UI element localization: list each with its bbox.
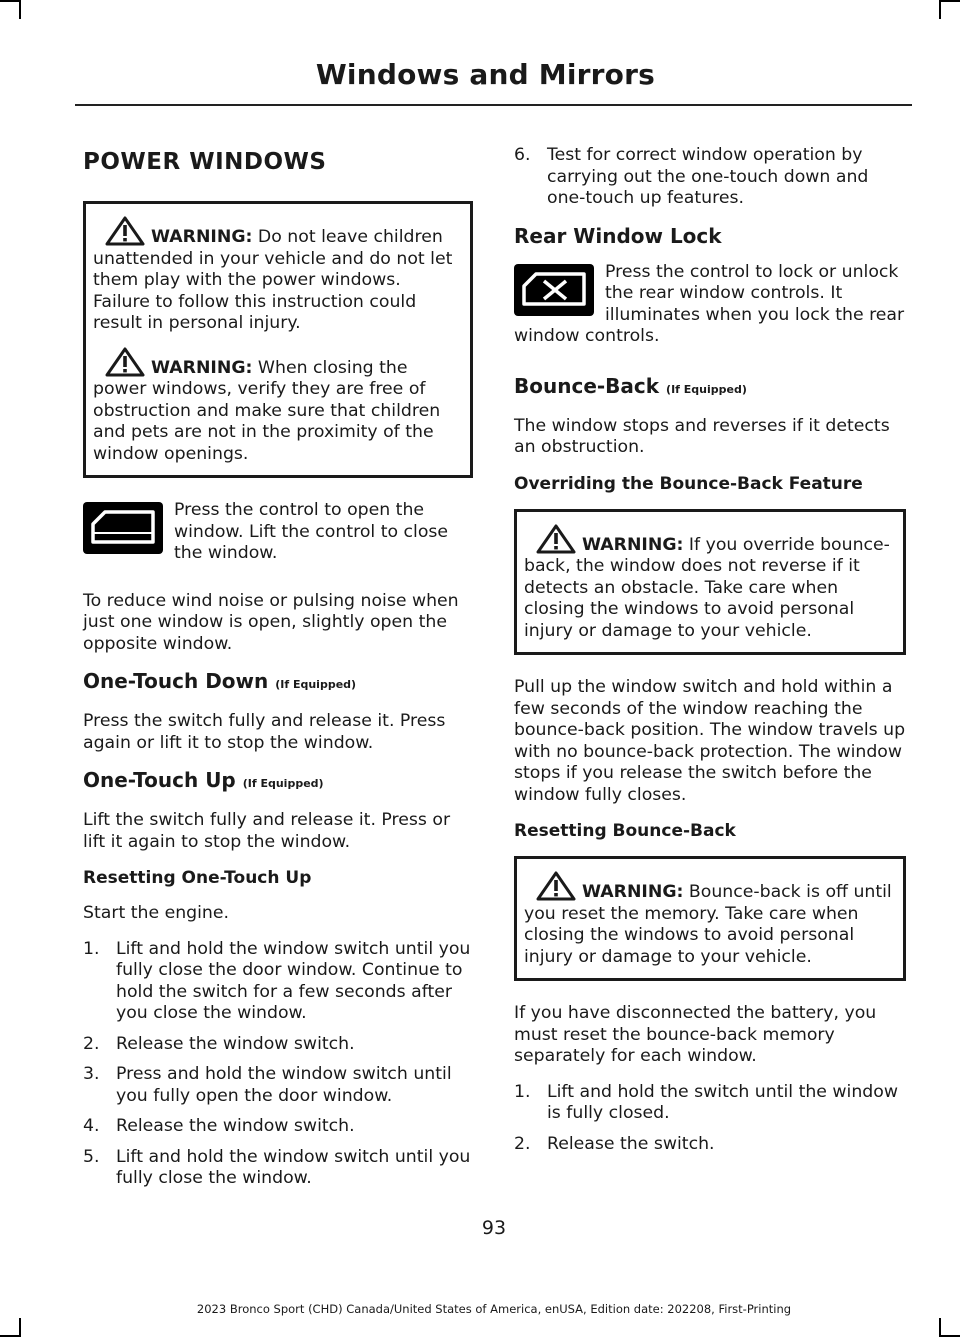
step-text: Release the switch. <box>547 1133 715 1154</box>
warning-triangle-icon <box>536 871 576 901</box>
left-column <box>83 145 473 1199</box>
rear-window-lock-heading: Rear Window Lock <box>514 223 722 248</box>
bounce-back-text: The window stops and reverses if it detects an obstruction. <box>514 415 890 457</box>
section-title: POWER WINDOWS <box>83 149 327 175</box>
crop-mark <box>19 1318 21 1337</box>
resetting-bounce-back-heading: Resetting Bounce-Back <box>514 821 736 841</box>
crop-mark <box>939 0 941 19</box>
warning-text: If you override bounce-back, the window does not reverse if it detects an obstacle. Take care when closing the windows to avoid personal injury or damage to your vehicle. <box>524 534 890 641</box>
if-equipped-tag: (If Equipped) <box>275 678 357 691</box>
step-number: 2. <box>83 1033 100 1054</box>
warning-box <box>83 201 473 478</box>
step-number: 3. <box>83 1064 100 1084</box>
window-lock-icon <box>514 264 594 316</box>
power-window-icon <box>83 502 163 554</box>
warning-paragraph <box>524 524 896 643</box>
one-touch-down-heading <box>83 669 473 697</box>
reset-memory-text: If you have disconnected the battery, you must reset the bounce-back memory separately for each window. <box>514 1003 877 1066</box>
warning-paragraph <box>524 871 896 968</box>
resetting-one-touch-up-heading: Resetting One-Touch Up <box>83 868 312 888</box>
bounce-back-heading <box>514 374 906 402</box>
step-text: Test for correct window operation by carrying out the one-touch down and one-touch up features. <box>547 145 869 208</box>
warning-text: Do not leave children unattended in your vehicle and do not let them play with the power windows. Failure to follow this instruction could result in personal injury. <box>93 227 453 333</box>
page-number: 93 <box>481 1217 507 1239</box>
heading-text: One-Touch Up <box>83 768 236 792</box>
warning-box <box>514 509 906 656</box>
list-item <box>514 145 906 210</box>
one-touch-up-text: Lift the switch fully and release it. Press or lift it again to stop the window. <box>83 810 451 852</box>
warning-paragraph <box>93 216 463 335</box>
step-number: 6. <box>514 145 531 165</box>
warning-label: WARNING: <box>151 357 253 378</box>
one-touch-up-heading <box>83 768 473 796</box>
warning-label: WARNING: <box>151 227 253 247</box>
heading-text: Bounce-Back <box>514 373 660 398</box>
one-touch-down-text: Press the switch fully and release it. Press again or lift it to stop the window. <box>83 711 446 753</box>
warning-triangle-icon <box>105 347 145 377</box>
right-column <box>514 145 906 1164</box>
list-item <box>83 939 473 1025</box>
rear-window-lock-instruction <box>514 262 906 362</box>
warning-triangle-icon <box>536 524 576 554</box>
reset-steps-continued <box>514 145 906 210</box>
warning-text: When closing the power windows, verify they are free of obstruction and make sure that children and pets are not in the proximity of the window openings. <box>93 357 441 464</box>
step-text: Lift and hold the window switch until you fully close the door window. Continue to hold the switch for a few seconds after you close the window. <box>116 938 471 1023</box>
power-window-text: Press the control to open the window. Lift the control to close the window. <box>174 500 449 563</box>
step-text: Lift and hold the window switch until you fully close the window. <box>116 1146 471 1188</box>
footer-text: 2023 Bronco Sport (CHD) Canada/United States of America, enUSA, Edition date: 202208, First-Printing <box>196 1302 792 1316</box>
warning-label: WARNING: <box>582 534 684 555</box>
step-text: Press and hold the window switch until you fully open the door window. <box>116 1064 452 1106</box>
crop-mark <box>939 1318 941 1337</box>
start-engine-text: Start the engine. <box>83 903 229 923</box>
step-number: 1. <box>514 1081 531 1102</box>
step-number: 1. <box>83 938 100 959</box>
step-number: 5. <box>83 1146 100 1167</box>
crop-mark <box>941 0 960 2</box>
list-item <box>83 1064 473 1107</box>
wind-noise-text: To reduce wind noise or pulsing noise when just one window is open, slightly open the opposite window. <box>83 590 459 654</box>
if-equipped-tag: (If Equipped) <box>242 777 324 790</box>
warning-label: WARNING: <box>582 882 684 902</box>
list-item <box>83 1147 473 1190</box>
override-text: Pull up the window switch and hold within a few seconds of the window reaching the bounce-back position. The window travels up with no bounce-back protection. The window stops if you release the switch before the window fully closes. <box>514 677 906 805</box>
list-item <box>514 1082 906 1125</box>
header-divider <box>75 104 912 106</box>
rear-window-lock-text: Press the control to lock or unlock the rear window controls. It illuminates when you lock the rear window controls. <box>514 261 905 346</box>
overriding-bounce-back-heading: Overriding the Bounce-Back Feature <box>514 473 863 494</box>
warning-text: Bounce-back is off until you reset the memory. Take care when closing the windows to avoid personal injury or damage to your vehicle. <box>524 882 892 967</box>
crop-mark <box>0 0 19 2</box>
reset-bounce-back-steps <box>514 1082 906 1156</box>
list-item <box>83 1116 473 1138</box>
step-number: 4. <box>83 1116 100 1136</box>
reset-steps-list <box>83 939 473 1190</box>
step-text: Release the window switch. <box>116 1116 355 1136</box>
page-header-title: Windows and Mirrors <box>315 58 655 91</box>
step-text: Release the window switch. <box>116 1033 355 1054</box>
list-item <box>514 1134 906 1156</box>
warning-triangle-icon <box>105 216 145 246</box>
heading-text: One-Touch Down <box>83 669 269 693</box>
step-number: 2. <box>514 1133 531 1154</box>
step-text: Lift and hold the switch until the window is fully closed. <box>547 1081 898 1123</box>
warning-paragraph <box>93 347 463 466</box>
power-window-instruction <box>83 500 473 579</box>
if-equipped-tag: (If Equipped) <box>666 382 747 396</box>
crop-mark <box>19 0 21 19</box>
warning-box <box>514 856 906 981</box>
list-item <box>83 1034 473 1056</box>
